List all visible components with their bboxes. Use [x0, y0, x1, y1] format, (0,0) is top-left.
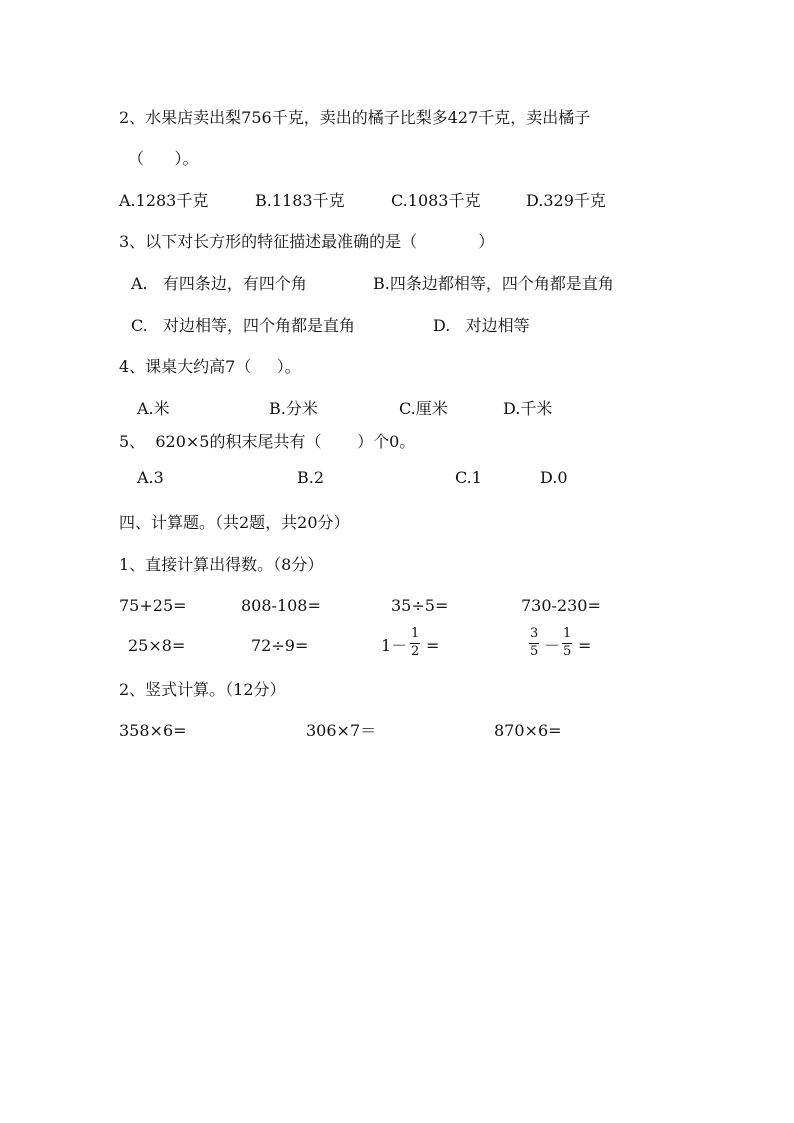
calc-2-item-2: 306×7＝	[306, 721, 377, 740]
calc-1-item-8-minus: －	[544, 636, 561, 655]
calc-1-item-7-equals: =	[426, 636, 440, 655]
question-4-option-c: C.厘米	[399, 399, 448, 418]
fraction-denominator: 2	[411, 644, 420, 659]
question-4-option-a: A.米	[137, 399, 170, 418]
calc-1-item-4: 730-230=	[521, 596, 601, 615]
calc-2-item-3: 870×6=	[494, 721, 562, 740]
calc-2-heading: 2、竖式计算。（12分）	[119, 680, 286, 699]
fraction-denominator: 5	[563, 644, 572, 659]
question-4-option-b: B.分米	[269, 399, 318, 418]
calc-1-item-8-equals: =	[578, 636, 592, 655]
question-3-option-c: C. 对边相等，四个角都是直角	[131, 316, 356, 335]
calc-1-item-5: 25×8=	[128, 636, 186, 655]
fraction-denominator: 5	[530, 644, 539, 659]
question-3-option-b: B.四条边都相等，四个角都是直角	[373, 274, 614, 293]
calc-1-item-7-prefix: 1－	[381, 636, 408, 655]
section-4-heading: 四、计算题。（共2题，共20分）	[119, 513, 350, 532]
calc-1-item-2: 808-108=	[241, 596, 321, 615]
question-2-option-c: C.1083千克	[391, 191, 481, 210]
calc-1-item-1: 75+25=	[119, 596, 187, 615]
calc-1-item-6: 72÷9=	[251, 636, 309, 655]
calc-1-item-3: 35÷5=	[391, 596, 449, 615]
question-5-option-a: A.3	[137, 468, 164, 487]
question-2-option-a: A.1283千克	[119, 191, 209, 210]
calc-2-item-1: 358×6=	[119, 721, 187, 740]
question-3-option-a: A. 有四条边，有四个角	[131, 274, 307, 293]
question-2-answer-blank: （ ）。	[128, 149, 199, 168]
question-5-option-c: C.1	[455, 468, 482, 487]
question-5-option-d: D.0	[540, 468, 568, 487]
question-2-text: 2、水果店卖出梨756千克，卖出的橘子比梨多427千克，卖出橘子	[119, 108, 591, 127]
question-4-text: 4、课桌大约高7（ ）。	[119, 357, 301, 376]
question-2-option-d: D.329千克	[526, 191, 606, 210]
fraction-three-fifths	[529, 627, 539, 659]
fraction-one-fifth	[562, 627, 572, 659]
calc-1-heading: 1、直接计算出得数。（8分）	[119, 555, 324, 574]
question-5-text: 5、 620×5的积末尾共有（ ）个0。	[119, 432, 416, 451]
fraction-numerator: 3	[530, 626, 539, 641]
question-2-option-b: B.1183千克	[255, 191, 345, 210]
fraction-numerator: 1	[411, 626, 420, 641]
question-3-option-d: D. 对边相等	[433, 316, 530, 335]
fraction-numerator: 1	[563, 626, 572, 641]
question-5-option-b: B.2	[297, 468, 325, 487]
question-3-text: 3、以下对长方形的特征描述最准确的是（ ）	[119, 232, 495, 251]
fraction-one-half	[410, 627, 420, 659]
question-4-option-d: D.千米	[503, 399, 553, 418]
